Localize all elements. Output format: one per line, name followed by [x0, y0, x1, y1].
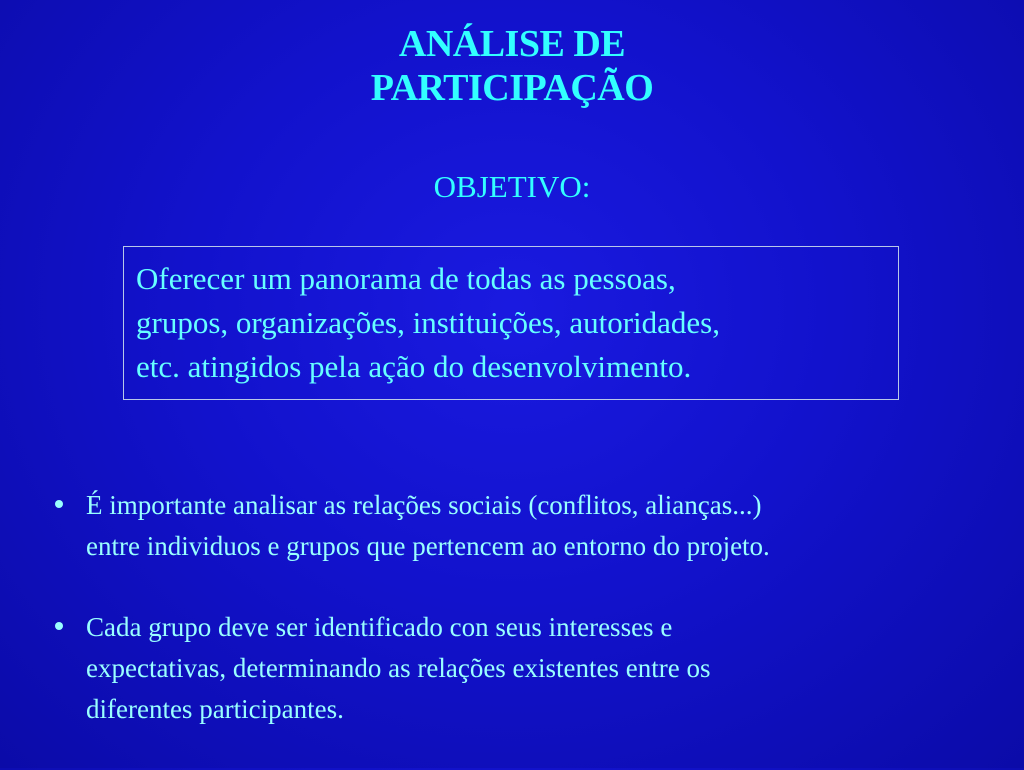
objective-line-2: grupos, organizações, instituições, autoridades, — [136, 305, 720, 340]
bullet-dot-icon — [55, 622, 63, 630]
bullet-item-2 — [55, 607, 1005, 730]
bullet-dot-icon — [55, 500, 63, 508]
objective-line-1: Oferecer um panorama de todas as pessoas, — [136, 261, 676, 296]
slide-title-line-2: PARTICIPAÇÃO — [370, 67, 654, 109]
bullet-1-line-1: É importante analisar as relações sociais (conflitos, alianças...) — [86, 490, 762, 520]
slide-title — [0, 22, 1024, 110]
objective-line-3: etc. atingidos pela ação do desenvolvimento. — [136, 349, 692, 384]
bullet-1-line-2: entre individuos e grupos que pertencem ao entorno do projeto. — [86, 531, 770, 561]
slide-subtitle: OBJETIVO: — [433, 169, 591, 204]
bullet-item-1 — [55, 485, 1005, 567]
slide-title-line-1: ANÁLISE DE — [398, 23, 626, 65]
bullet-list — [55, 485, 1005, 770]
bullet-2-line-1: Cada grupo deve ser identificado con seus interesses e — [86, 612, 673, 642]
bullet-2-line-2: expectativas, determinando as relações existentes entre os — [86, 653, 711, 683]
bullet-2-line-3: diferentes participantes. — [86, 694, 344, 724]
objective-box — [123, 246, 899, 400]
